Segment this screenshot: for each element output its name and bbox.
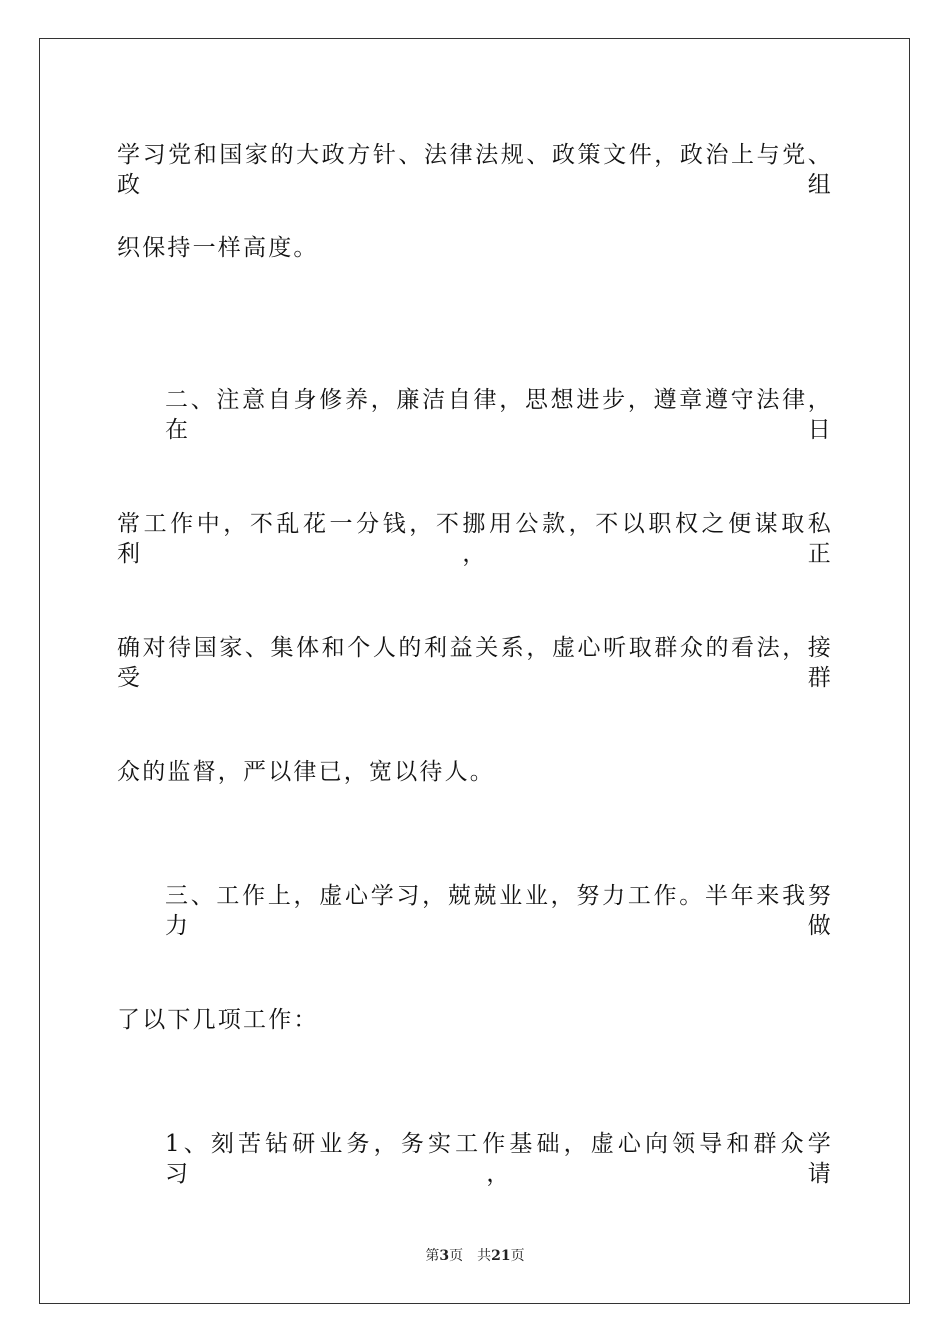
page-footer [0,1247,950,1265]
text-line-6: 众的监督，严以律已，宽以待人。 [117,759,495,785]
text-line-3: 二、注意自身修养，廉洁自律，思想进步，遵章遵守法律，在日 [165,387,833,443]
text-line-5: 确对待国家、集体和个人的利益关系，虚心听取群众的看法，接受群 [117,635,833,691]
footer-page-prefix: 第 [425,1248,440,1264]
footer-total-pages: 21 [491,1248,511,1264]
text-line-1: 学习党和国家的大政方针、法律法规、政策文件，政治上与党、政组 [117,142,833,198]
footer-total-suffix: 页 [510,1248,525,1264]
text-line-2: 织保持一样高度。 [117,235,319,261]
text-line-7: 三、工作上，虚心学习，兢兢业业，努力工作。半年来我努力做 [165,883,833,939]
text-line-8: 了以下几项工作： [117,1007,319,1033]
text-line-9: 1、刻苦钻研业务，务实工作基础，虚心向领导和群众学习，请 [165,1131,833,1187]
footer-page-suffix: 页 [449,1248,464,1264]
footer-page-number: 3 [439,1248,450,1264]
text-line-4: 常工作中，不乱花一分钱，不挪用公款，不以职权之便谋取私利，正 [117,511,833,567]
footer-total-prefix: 共 [477,1248,492,1264]
